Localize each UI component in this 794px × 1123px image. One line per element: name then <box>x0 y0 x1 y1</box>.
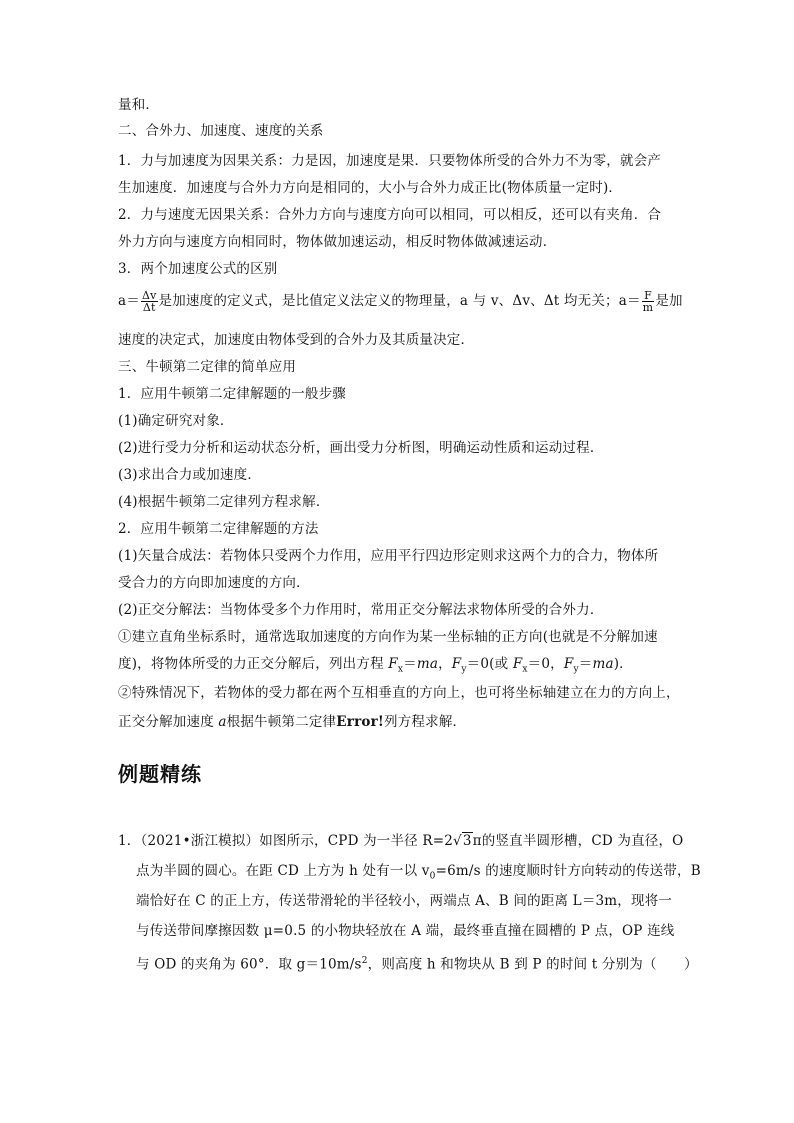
sqrt-symbol: √3 <box>453 833 472 849</box>
text-span: =6m/s 的速度顺时针方向转动的传送带，B <box>435 863 701 879</box>
text-line: (2)正交分解法：当物体受多个力作用时，常用正交分解法求物体所受的合外力． <box>118 602 604 618</box>
text-line: 1．应用牛顿第二定律解题的一般步骤 <box>118 386 346 402</box>
text-line: (3)求出合力或加速度． <box>118 467 262 483</box>
symbol-f: F <box>512 656 523 672</box>
text-line: (1)确定研究对象． <box>118 413 234 429</box>
question-line <box>136 862 701 886</box>
text-line: 2．应用牛顿第二定律解题的方法 <box>118 521 319 537</box>
symbol-f: F <box>451 656 462 672</box>
text-line: 受合力的方向即加速度的方向． <box>118 575 310 591</box>
superscript: 2 <box>361 956 368 966</box>
fraction-determination <box>642 290 655 313</box>
text-line: 外力方向与速度方向相同时，物体做加速运动，相反时物体做减速运动． <box>118 234 557 250</box>
error-field: Error! <box>336 714 385 730</box>
text-line: 生加速度．加速度与合外力方向是相同的，大小与合外力成正比(物体质量一定时)． <box>118 180 623 196</box>
text-span: 是加速度的定义式，是比值定义法定义的物理量，a 与 v、Δv、Δt 均无关；a＝ <box>158 293 641 309</box>
formula-line <box>118 290 683 313</box>
text-span: 是加 <box>655 293 683 309</box>
text-line: ②特殊情况下，若物体的受力都在两个互相垂直的方向上，也可将坐标轴建立在力的方向上， <box>118 685 680 701</box>
text-span: 点为半圆的圆心。在距 CD 上方为 h 处有一以 v <box>136 863 430 879</box>
subscript: y <box>461 664 467 675</box>
section-heading: 例题精练 <box>118 762 202 786</box>
text-span: ，则高度 h 和物块从 B 到 P 的时间 t 分别为（ ） <box>367 956 698 973</box>
fraction-numerator: Δv <box>141 289 157 302</box>
text-span: ＝ <box>403 656 417 672</box>
text-span: ， <box>438 656 452 672</box>
symbol-a: a <box>218 714 227 730</box>
text-span: ＝0， <box>527 656 564 672</box>
text-span: 正交分解加速度 <box>118 714 219 730</box>
subscript: 0 <box>429 871 436 882</box>
text-line: 速度的决定式，加速度由物体受到的合外力及其质量决定． <box>118 332 475 348</box>
subscript: y <box>573 664 579 675</box>
symbol-f: F <box>388 656 398 672</box>
text-span: 与 OD 的夹角为 60°．取 g＝10m/s <box>136 956 362 973</box>
question-line <box>136 952 698 974</box>
subscript: x <box>397 664 404 675</box>
subscript: x <box>522 664 528 675</box>
fraction-definition <box>141 290 158 313</box>
text-line: (4)根据牛顿第二定律列方程求解． <box>118 494 330 510</box>
text-line: ①建立直角坐标系时，通常选取加速度的方向作为某一坐标轴的正方向(也就是不分解加速 <box>118 629 658 645</box>
text-span: a＝ <box>118 293 140 309</box>
question-line: 端恰好在 C 的正上方，传送带滑轮的半径较小，两端点 A、B 间的距离 L＝3m，现将一 <box>136 893 673 909</box>
question-line: 与传送带间摩擦因数 μ=0.5 的小物块轻放在 A 端，最终垂直撞在圆槽的 P 点，OP 连线 <box>136 923 675 939</box>
text-line: 3．两个加速度公式的区别 <box>118 261 278 277</box>
text-span: ＝0(或 <box>466 656 513 672</box>
text-span: 1．（2021•浙江模拟）如图所示，CPD 为一半径 R=2 <box>118 833 454 849</box>
text-line: 2．力与速度无因果关系：合外力方向与速度方向可以相同，可以相反，还可以有夹角．合 <box>118 207 662 223</box>
section-title: 二、合外力、加速度、速度的关系 <box>118 123 324 139</box>
fraction-denominator: Δt <box>142 301 156 314</box>
text-span: 根据牛顿第二定律 <box>226 714 337 730</box>
radicand: 3 <box>462 833 472 849</box>
text-span: 度)，将物体所受的力正交分解后，列出方程 <box>118 656 389 672</box>
symbol-ma: ma <box>416 656 439 672</box>
equation-line <box>118 655 633 679</box>
text-line: 量和． <box>118 97 160 113</box>
text-line: (1)矢量合成法：若物体只受两个力作用，应用平行四边形定则求这两个力的合力，物体所 <box>118 548 659 564</box>
text-span: ＝ <box>578 656 593 672</box>
text-line <box>118 713 466 731</box>
fraction-numerator: F <box>642 290 655 302</box>
text-span: )． <box>613 656 633 672</box>
symbol-f: F <box>563 656 574 672</box>
text-line: 1．力与加速度为因果关系：力是因，加速度是果．只要物体所受的合外力不为零，就会产 <box>118 153 662 169</box>
text-span: 列方程求解． <box>384 714 467 730</box>
fraction-denominator: m <box>642 301 654 314</box>
section-title: 三、牛顿第二定律的简单应用 <box>118 359 297 375</box>
question-line <box>118 832 683 850</box>
symbol-ma: ma <box>592 656 614 672</box>
text-span: π的竖直半圆形槽，CD 为直径，O <box>472 833 684 849</box>
text-line: (2)进行受力分析和运动状态分析，画出受力分析图，明确运动性质和运动过程． <box>118 440 604 456</box>
